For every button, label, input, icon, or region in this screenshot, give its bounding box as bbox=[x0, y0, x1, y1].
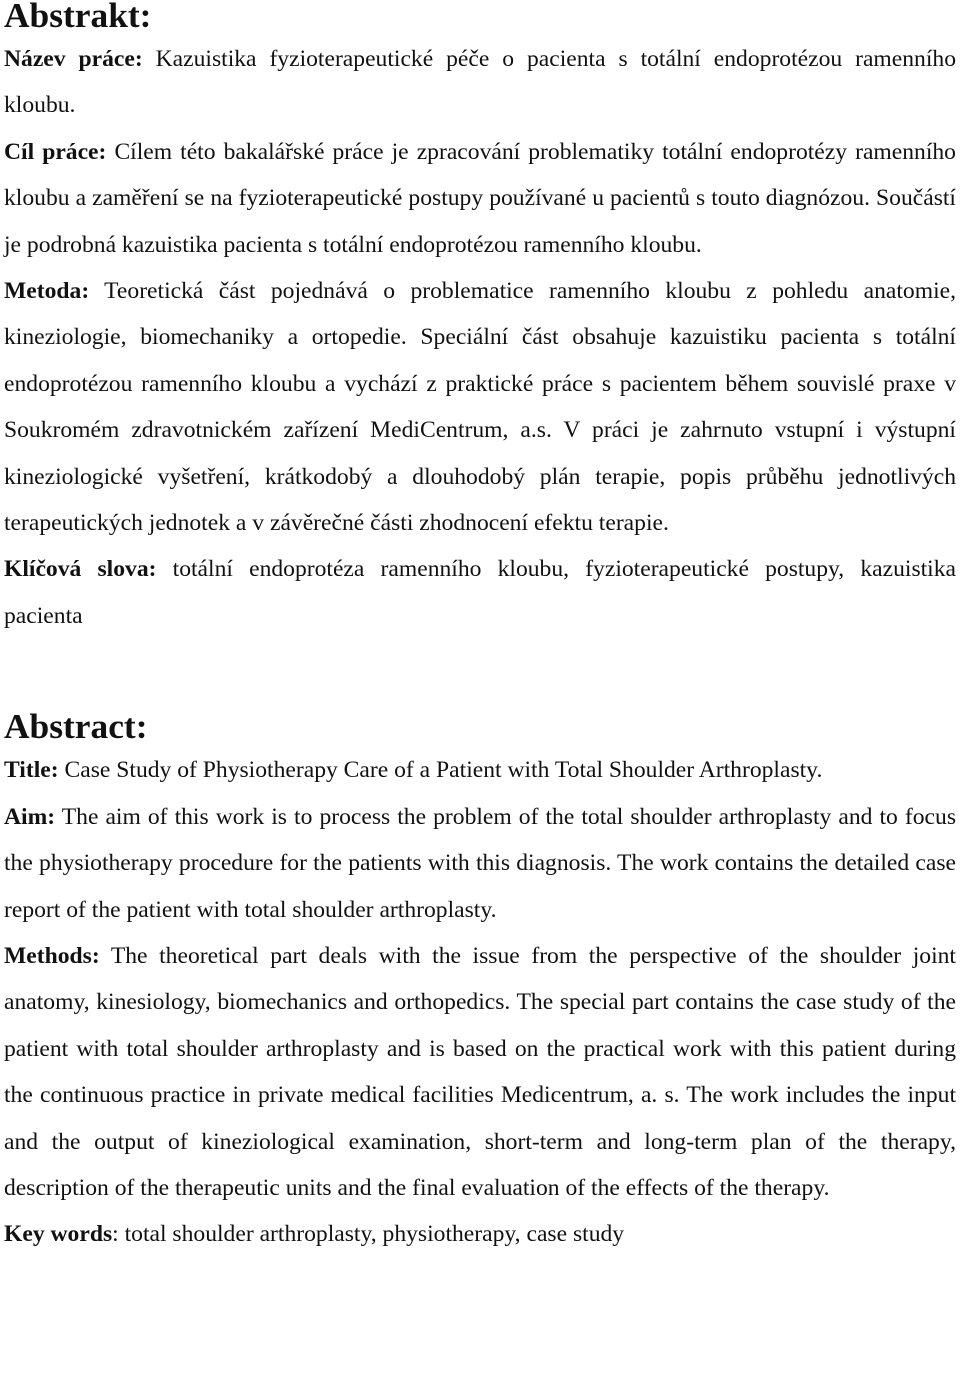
english-abstract-heading: Abstract: bbox=[4, 706, 148, 747]
keywords-paragraph bbox=[4, 1211, 956, 1257]
title-paragraph bbox=[4, 747, 956, 793]
section-spacer bbox=[4, 639, 956, 711]
thesis-method-text: Teoretická část pojednává o problematice ramenního kloubu z pohledu anatomie, kineziologie, biomechaniky a ortopedie. Speciální část obsahuje kazuistiku pacienta s totální endoprotézou ramenního kloubu a vychází z praktické práce s pacientem během souvislé praxe v Soukromém zdravotnickém zařízení MediCentrum, a.s. V práci je zahrnuto vstupní i výstupní kineziologické vyšetření, krátkodobý a dlouhodobý plán terapie, popis průběhu jednotlivých terapeutických jednotek a v závěrečné části zhodnocení efektu terapie. bbox=[4, 278, 956, 537]
title-text: Case Study of Physiotherapy Care of a Patient with Total Shoulder Arthroplasty. bbox=[58, 757, 823, 784]
keywords-text: : total shoulder arthroplasty, physiotherapy, case study bbox=[112, 1221, 625, 1248]
methods-paragraph bbox=[4, 933, 956, 1211]
thesis-aim-paragraph bbox=[4, 129, 956, 268]
thesis-aim-label: Cíl práce: bbox=[4, 138, 107, 165]
methods-text: The theoretical part deals with the issue from the perspective of the shoulder joint anatomy, kinesiology, biomechanics and orthopedics. The special part contains the case study of the patient with total shoulder arthroplasty and is based on the practical work with this patient during the continuous practice in private medical facilities Medicentrum, a. s. The work includes the input and the output of kineziological examination, short-term and long-term plan of the therapy, description of the therapeutic units and the final evaluation of the effects of the therapy. bbox=[4, 942, 956, 1201]
aim-label: Aim: bbox=[4, 803, 56, 830]
thesis-keywords-text: totální endoprotéza ramenního kloubu, fyzioterapeutické postupy, kazuistika pacienta bbox=[4, 556, 957, 629]
thesis-title-text: Kazuistika fyzioterapeutické péče o pacienta s totální endoprotézou ramenního kloubu. bbox=[4, 46, 957, 119]
czech-abstract-heading: Abstrakt: bbox=[4, 0, 152, 35]
thesis-keywords-paragraph bbox=[4, 546, 956, 639]
czech-abstract-body bbox=[4, 36, 956, 639]
methods-label: Methods: bbox=[4, 942, 100, 969]
czech-abstract-section bbox=[4, 0, 956, 639]
keywords-label: Key words bbox=[4, 1221, 113, 1248]
english-abstract-body bbox=[4, 747, 956, 1257]
thesis-method-label: Metoda: bbox=[4, 278, 90, 305]
title-label: Title: bbox=[4, 757, 59, 784]
thesis-aim-text: Cílem této bakalářské práce je zpracování problematiky totální endoprotézy ramenního kloubu a zaměření se na fyzioterapeutické postupy používané u pacientů s touto diagnózou. Součástí je podrobná kazuistika pacienta s totální endoprotézou ramenního kloubu. bbox=[4, 138, 956, 258]
thesis-title-label: Název práce: bbox=[4, 46, 143, 72]
english-abstract-section bbox=[4, 706, 956, 1257]
thesis-keywords-label: Klíčová slova: bbox=[4, 556, 157, 583]
thesis-method-paragraph bbox=[4, 268, 956, 546]
aim-paragraph bbox=[4, 794, 956, 933]
document-page bbox=[4, 0, 956, 1258]
thesis-title-paragraph bbox=[4, 36, 956, 129]
aim-text: The aim of this work is to process the problem of the total shoulder arthroplasty and to focus the physiotherapy procedure for the patients with this diagnosis. The work contains the detailed case report of the patient with total shoulder arthroplasty. bbox=[4, 803, 956, 923]
